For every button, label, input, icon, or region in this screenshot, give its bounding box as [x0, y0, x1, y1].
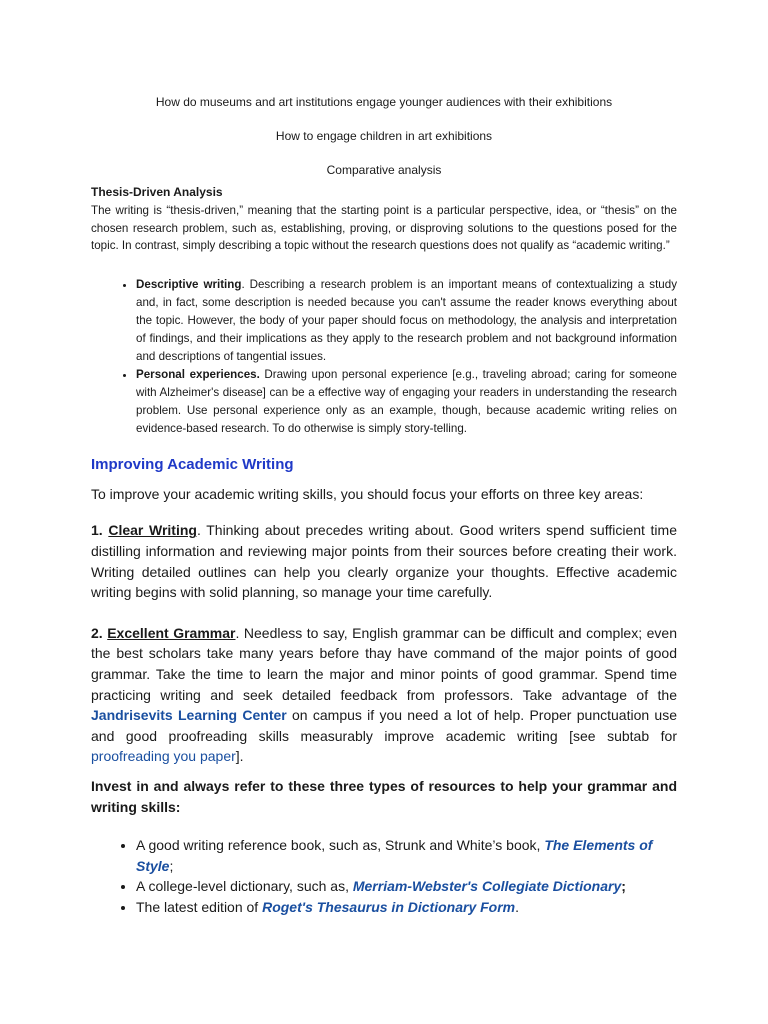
- learning-center-link[interactable]: Jandrisevits Learning Center: [91, 707, 287, 724]
- invest-paragraph: Invest in and always refer to these three types of resources to help your grammar and writing skills:: [91, 777, 677, 815]
- merriam-webster-link[interactable]: Merriam-Webster's Collegiate Dictionary: [352, 878, 622, 895]
- resource-text: The latest edition of: [136, 898, 263, 915]
- elements-of-style-link[interactable]: The Elements of Style: [136, 837, 653, 874]
- item-number: 1.: [91, 522, 109, 539]
- proofreading-link[interactable]: proofreading you paper: [91, 748, 236, 765]
- grammar-paragraph: [91, 623, 677, 767]
- rogets-thesaurus-link[interactable]: Roget's Thesaurus in Dictionary Form: [262, 898, 516, 915]
- clear-writing-paragraph: [91, 520, 677, 602]
- grammar-title: Excellent Grammar: [107, 624, 236, 641]
- bullet-lead: Descriptive writing: [136, 277, 242, 291]
- grammar-text-1: . Needless to say, English grammar can be difficult and complex; even the best scholars take many years before thay have command of the major points of good grammar. Take the time to learn the major and minor points of good grammar. Spend time practicing writing and seek detailed feedback from professors. Take advantage of the: [91, 624, 677, 703]
- resource-punct: ;: [169, 857, 174, 874]
- resource-text: A good writing reference book, such as, Strunk and White’s book,: [136, 837, 545, 854]
- resources-list: [91, 835, 677, 917]
- doc-title: How do museums and art institutions engage younger audiences with their exhibitions: [155, 95, 613, 109]
- grammar-text-2: on campus if you need a lot of help. Proper punctuation use and good proofreading skills measurably improve academic writing [see subtab for: [91, 707, 677, 744]
- list-item: [136, 835, 677, 876]
- list-item: [136, 876, 677, 897]
- bullet-lead: Personal experiences.: [136, 367, 260, 381]
- doc-subtitle: How to engage children in art exhibitions: [275, 129, 493, 143]
- improving-heading: Improving Academic Writing: [91, 455, 294, 473]
- list-item: [136, 897, 677, 918]
- bullet-text: . Describing a research problem is an important means of contextualizing a study and, in fact, some description is needed because you can't assume the reader knows everything about the topic. However, the body of your paper should focus on methodology, the analysis and interpretation of findings, and their implications as they apply to the research problem and not background information and descriptions of tangential issues.: [136, 277, 677, 363]
- item-number: 2.: [91, 624, 108, 641]
- improving-intro: To improve your academic writing skills, you should focus your efforts on three key areas:: [91, 485, 644, 502]
- bullet-text: Drawing upon personal experience [e.g., traveling abroad; caring for someone with Alzheimer's disease] can be a effective way of engaging your readers in understanding the research problem. Use personal experience only as an example, though, because academic writing relies on evidence-based research. To do otherwise is simply story-telling.: [136, 367, 677, 435]
- resource-punct: .: [515, 898, 520, 915]
- list-item: [136, 276, 677, 366]
- thesis-paragraph: The writing is “thesis-driven,” meaning that the starting point is a particular perspective, idea, or “thesis” on the chosen research problem, such as, establishing, proving, or disproving solutions to the questions posed for the topic. In contrast, simply describing a topic without the research questions does not qualify as “academic writing.”: [91, 204, 677, 253]
- resource-punct: ;: [621, 878, 626, 895]
- clear-writing-text: . Thinking about precedes writing about. Good writers spend sufficient time distilling information and reviewing major points from their sources before creating their work. Writing detailed outlines can help you clearly organize your thoughts. Effective academic writing begins with solid planning, so manage your time carefully.: [91, 522, 677, 601]
- list-item: [136, 366, 677, 438]
- doc-section-label: Comparative analysis: [326, 163, 442, 177]
- grammar-text-3: ].: [235, 748, 244, 765]
- thesis-heading: Thesis-Driven Analysis: [91, 185, 223, 199]
- writing-tips-list: [91, 276, 677, 438]
- resource-text: A college-level dictionary, such as,: [136, 878, 353, 895]
- clear-writing-title: Clear Writing: [108, 522, 197, 539]
